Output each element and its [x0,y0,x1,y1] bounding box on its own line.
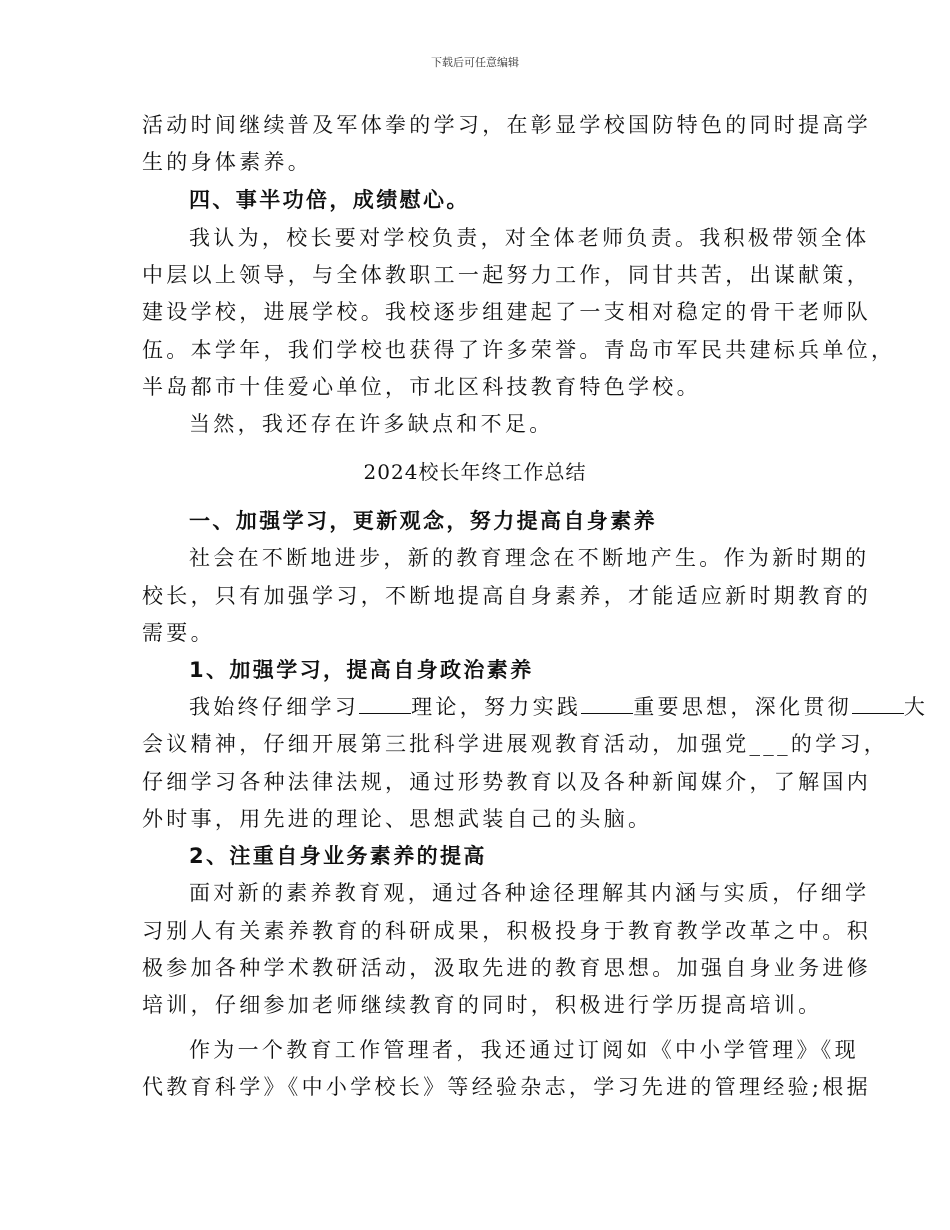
paragraph-line: 习别人有关素养教育的科研成果，积极投身于教育教学改革之中。积 [142,919,871,943]
text-segment: 理论，努力实践 [411,695,582,719]
text-segment: 大 [903,695,929,719]
paragraph-line: 作为一个教育工作管理者，我还通过订阅如《中小学管理》《现 [189,1038,859,1062]
page-header: 下载后可任意编辑 [431,56,519,69]
paragraph-line: 面对新的素养教育观，通过各种途径理解其内涵与实质，仔细学 [189,881,870,905]
paragraph-line: 伍。本学年，我们学校也获得了许多荣誉。青岛市军民共建标兵单位， [142,338,896,362]
paragraph-line: 校长，只有加强学习，不断地提高自身素养，才能适应新时期教育的 [142,584,871,608]
paragraph-line: 会议精神，仔细开展第三批科学进展观教育活动，加强党___的学习， [142,732,889,756]
subsection-heading: 2、注重自身业务素养的提高 [189,844,487,868]
subsection-heading: 1、加强学习，提高自身政治素养 [189,658,534,682]
paragraph-line: 当然，我还存在许多缺点和不足。 [189,412,554,436]
fill-blank [852,693,904,714]
paragraph-line [189,692,928,722]
paragraph-line: 活动时间继续普及军体拳的学习，在彰显学校国防特色的同时提高学 [142,113,871,137]
paragraph-line: 仔细学习各种法律法规，通过形势教育以及各种新闻媒介，了解国内 [142,770,871,794]
paragraph-line: 建设学校，进展学校。我校逐步组建起了一支相对稳定的骨干老师队 [142,300,871,324]
fill-blank [359,693,411,714]
fill-blank [581,693,633,714]
paragraph-line: 代教育科学》《中小学校长》等经验杂志，学习先进的管理经验;根据 [142,1075,871,1099]
paragraph-line: 外时事，用先进的理论、思想武装自己的头脑。 [142,807,653,831]
document-title: 2024校长年终工作总结 [363,460,587,484]
paragraph-line: 半岛都市十佳爱心单位，市北区科技教育特色学校。 [142,375,701,399]
paragraph-line: 生的身体素养。 [142,150,313,174]
text-segment: 重要思想，深化贯彻 [633,695,852,719]
paragraph-line: 我认为，校长要对学校负责，对全体老师负责。我积极带领全体 [189,226,870,250]
paragraph-line: 需要。 [142,621,215,645]
paragraph-line: 中层以上领导，与全体教职工一起努力工作，同甘共苦，出谋献策， [142,263,871,287]
paragraph-line: 培训，仔细参加老师继续教育的同时，积极进行学历提高培训。 [142,993,823,1017]
paragraph-line: 社会在不断地进步，新的教育理念在不断地产生。作为新时期的 [189,546,870,570]
text-segment: 我始终仔细学习 [189,695,360,719]
paragraph-line: 极参加各种学术教研活动，汲取先进的教育思想。加强自身业务进修 [142,956,871,980]
section-heading: 四、事半功倍，成绩慰心。 [189,188,470,212]
section-heading: 一、加强学习，更新观念，努力提高自身素养 [189,509,657,533]
